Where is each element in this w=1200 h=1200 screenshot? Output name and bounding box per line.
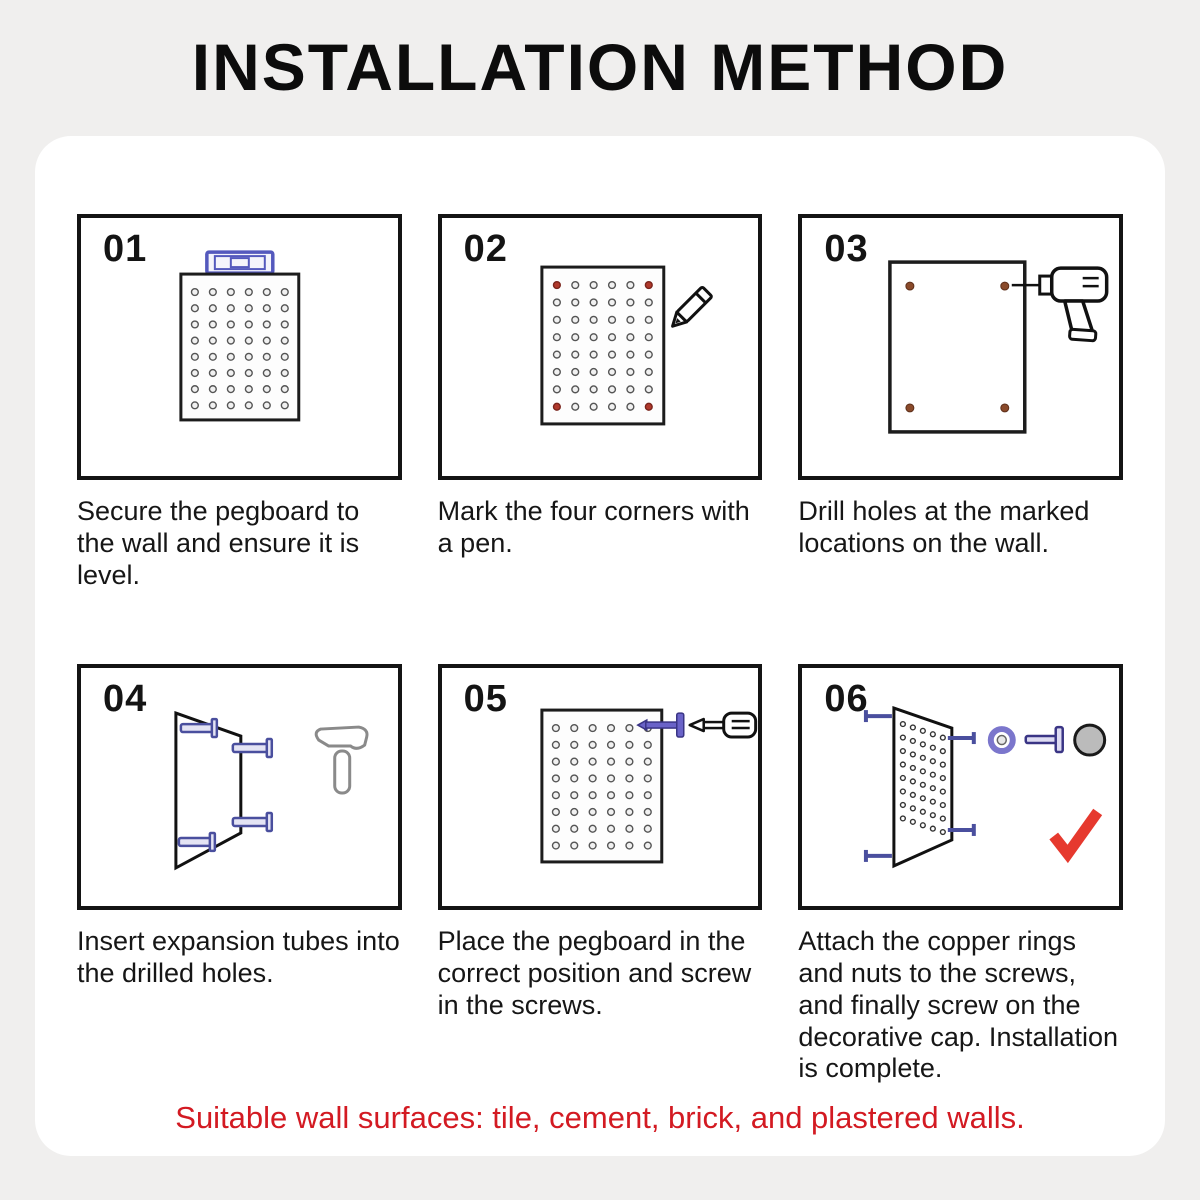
step-3: [798, 214, 1123, 664]
step-6: [798, 664, 1123, 1085]
step-2-caption: Mark the four corners with a pen.: [437, 496, 750, 558]
pencil-icon: [667, 287, 712, 332]
copper-ring-icon: [991, 729, 1013, 751]
step-2-box: [438, 214, 763, 480]
step-6-box: [798, 664, 1123, 910]
step-5-number: 05: [463, 678, 508, 720]
step-4-caption: Insert expansion tubes into the drilled holes.: [77, 926, 400, 988]
pegboard: [181, 274, 299, 420]
step-4: [77, 664, 402, 1085]
step-1-number: 01: [103, 228, 148, 270]
page-title: INSTALLATION METHOD: [191, 30, 1009, 104]
step-5-caption: Place the pegboard in the correct position and screw in the screws.: [437, 926, 752, 1020]
screw-icon: [1026, 727, 1063, 752]
instructions-card: [35, 136, 1165, 1156]
steps-grid: [77, 214, 1123, 1085]
step-1-caption: Secure the pegboard to the wall and ensure it is level.: [77, 496, 360, 590]
step-3-caption: Drill holes at the marked locations on the wall.: [798, 496, 1090, 558]
step-6-caption: Attach the copper rings and nuts to the screws, and finally screw on the decorative cap. Installation is complete.: [798, 926, 1119, 1084]
step-1-box: [77, 214, 402, 480]
step-4-box: [77, 664, 402, 910]
step-3-box: [798, 214, 1123, 480]
decorative-cap-icon: [1075, 725, 1105, 755]
checkmark-icon: [1054, 812, 1098, 854]
pegboard: [542, 710, 662, 862]
pegboard: [542, 267, 664, 424]
step-6-number: 06: [824, 678, 869, 720]
suitable-walls-note: Suitable wall surfaces: tile, cement, brick, and plastered walls.: [175, 1100, 1025, 1135]
hammer-icon: [316, 727, 367, 793]
step-2-number: 02: [463, 228, 508, 270]
step-3-number: 03: [824, 228, 869, 270]
spirit-level-icon: [207, 252, 273, 273]
screwdriver-icon: [689, 713, 755, 737]
step-4-number: 04: [103, 678, 148, 720]
step-5-box: [438, 664, 763, 910]
step-5: [438, 664, 763, 1085]
step-1: [77, 214, 402, 664]
step-2: [438, 214, 763, 664]
